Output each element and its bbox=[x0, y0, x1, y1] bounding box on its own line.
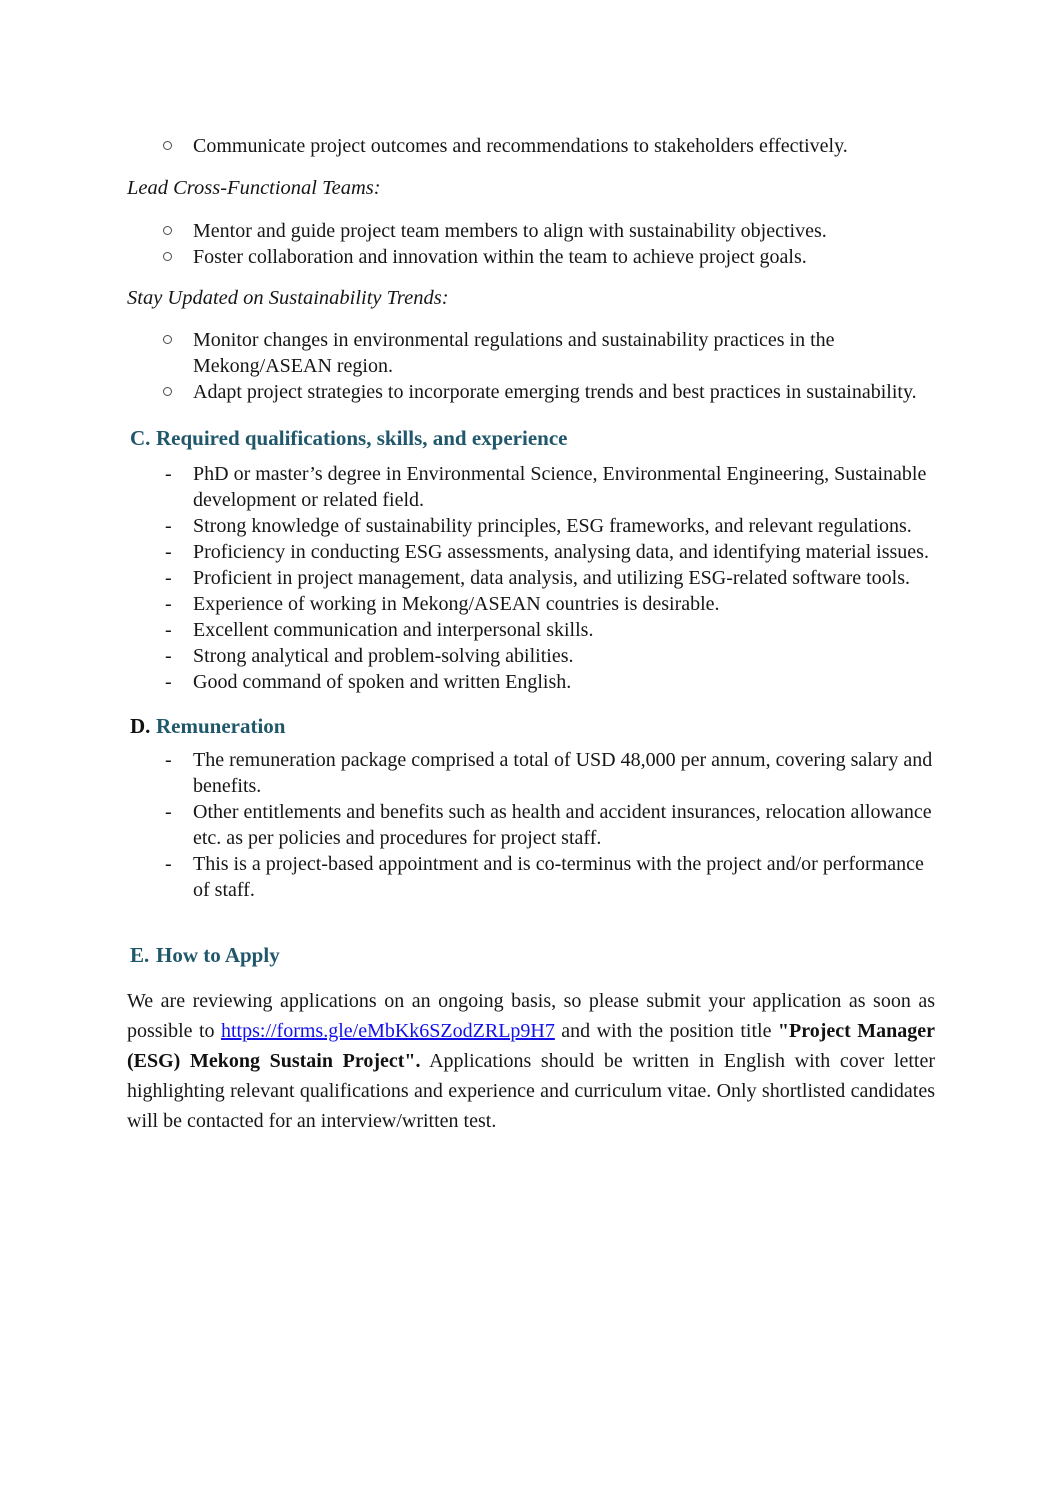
list-item bbox=[127, 218, 935, 244]
dash-bullet-icon: - bbox=[165, 515, 172, 537]
intro-bullet-list bbox=[127, 133, 935, 159]
circle-bullet-icon bbox=[163, 387, 172, 396]
circle-bullet-icon bbox=[163, 252, 172, 261]
list-item bbox=[127, 643, 935, 669]
circle-bullet-icon bbox=[163, 226, 172, 235]
list-item bbox=[127, 327, 935, 379]
apply-paragraph bbox=[127, 986, 935, 1136]
section-heading-remuneration bbox=[127, 714, 935, 738]
bullet-text: Communicate project outcomes and recommendations to stakeholders effectively. bbox=[193, 135, 848, 157]
list-item bbox=[127, 591, 935, 617]
list-item bbox=[127, 244, 935, 270]
section-title: Required qualifications, skills, and experience bbox=[156, 426, 568, 450]
apply-text-mid: and with the position title bbox=[554, 1020, 778, 1042]
bullet-text: Monitor changes in environmental regulations and sustainability practices in the Mekong/ASEAN region. bbox=[193, 329, 835, 377]
list-item bbox=[127, 539, 935, 565]
dash-bullet-icon: - bbox=[165, 619, 172, 641]
list-item bbox=[127, 513, 935, 539]
remuneration-list bbox=[127, 747, 935, 903]
dash-bullet-icon: - bbox=[165, 801, 172, 823]
bullet-text: Mentor and guide project team members to align with sustainability objectives. bbox=[193, 220, 827, 242]
list-item bbox=[127, 133, 935, 159]
dash-bullet-icon: - bbox=[165, 645, 172, 667]
dash-bullet-icon: - bbox=[165, 541, 172, 563]
bullet-text: Proficient in project management, data analysis, and utilizing ESG-related software tools. bbox=[193, 567, 911, 589]
bullet-text: The remuneration package comprised a total of USD 48,000 per annum, covering salary and benefits. bbox=[193, 749, 933, 797]
circle-bullet-icon bbox=[163, 141, 172, 150]
italic-subheading-stay-updated: Stay Updated on Sustainability Trends: bbox=[127, 287, 449, 309]
list-item bbox=[127, 747, 935, 799]
section-title: Remuneration bbox=[156, 714, 286, 738]
section-letter: D. bbox=[130, 714, 151, 738]
dash-bullet-icon: - bbox=[165, 593, 172, 615]
position-title-bold: "Project Manager (ESG) Mekong Sustain Project". bbox=[127, 1020, 935, 1072]
bullet-text: This is a project-based appointment and is co-terminus with the project and/or performance of staff. bbox=[193, 853, 924, 901]
apply-text-post: Applications should be written in English with cover letter highlighting relevant qualifications and experience and curriculum vitae. Only shortlisted candidates will be contacted for an interview/written test. bbox=[127, 1050, 935, 1132]
bullet-text: Strong analytical and problem-solving abilities. bbox=[193, 645, 574, 667]
dash-bullet-icon: - bbox=[165, 853, 172, 875]
section-heading-qualifications bbox=[127, 426, 935, 450]
application-form-link[interactable]: https://forms.gle/eMbKk6SZodZRLp9H7 bbox=[220, 1020, 555, 1042]
apply-text-pre: We are reviewing applications on an ongoing basis, so please submit your application as soon as possible to bbox=[127, 990, 935, 1042]
section-letter: C. bbox=[130, 426, 151, 450]
italic-subheading-lead-teams: Lead Cross-Functional Teams: bbox=[127, 177, 381, 199]
bullet-text: Other entitlements and benefits such as health and accident insurances, relocation allowance etc. as per policies and procedures for project staff. bbox=[193, 801, 932, 849]
bullet-text: Good command of spoken and written English. bbox=[193, 671, 572, 693]
list-item bbox=[127, 379, 935, 405]
section-heading-how-to-apply bbox=[127, 943, 935, 967]
list-item bbox=[127, 461, 935, 513]
circle-bullet-icon bbox=[163, 335, 172, 344]
list-item bbox=[127, 799, 935, 851]
stay-updated-bullet-list bbox=[127, 327, 935, 405]
lead-teams-bullet-list bbox=[127, 218, 935, 270]
section-letter: E. bbox=[130, 943, 150, 967]
dash-bullet-icon: - bbox=[165, 749, 172, 771]
dash-bullet-icon: - bbox=[165, 671, 172, 693]
qualifications-list bbox=[127, 461, 935, 695]
bullet-text: Experience of working in Mekong/ASEAN countries is desirable. bbox=[193, 593, 720, 615]
list-item bbox=[127, 851, 935, 903]
bullet-text: Proficiency in conducting ESG assessments, analysing data, and identifying material issues. bbox=[193, 541, 929, 563]
list-item bbox=[127, 565, 935, 591]
list-item bbox=[127, 669, 935, 695]
list-item bbox=[127, 617, 935, 643]
document-content bbox=[127, 131, 935, 1156]
dash-bullet-icon: - bbox=[165, 463, 172, 485]
bullet-text: PhD or master’s degree in Environmental Science, Environmental Engineering, Sustainable development or related field. bbox=[193, 463, 927, 511]
bullet-text: Strong knowledge of sustainability principles, ESG frameworks, and relevant regulations. bbox=[193, 515, 912, 537]
bullet-text: Adapt project strategies to incorporate emerging trends and best practices in sustainability. bbox=[193, 381, 917, 403]
section-title: How to Apply bbox=[156, 943, 280, 967]
bullet-text: Foster collaboration and innovation within the team to achieve project goals. bbox=[193, 246, 807, 268]
bullet-text: Excellent communication and interpersonal skills. bbox=[193, 619, 594, 641]
dash-bullet-icon: - bbox=[165, 567, 172, 589]
